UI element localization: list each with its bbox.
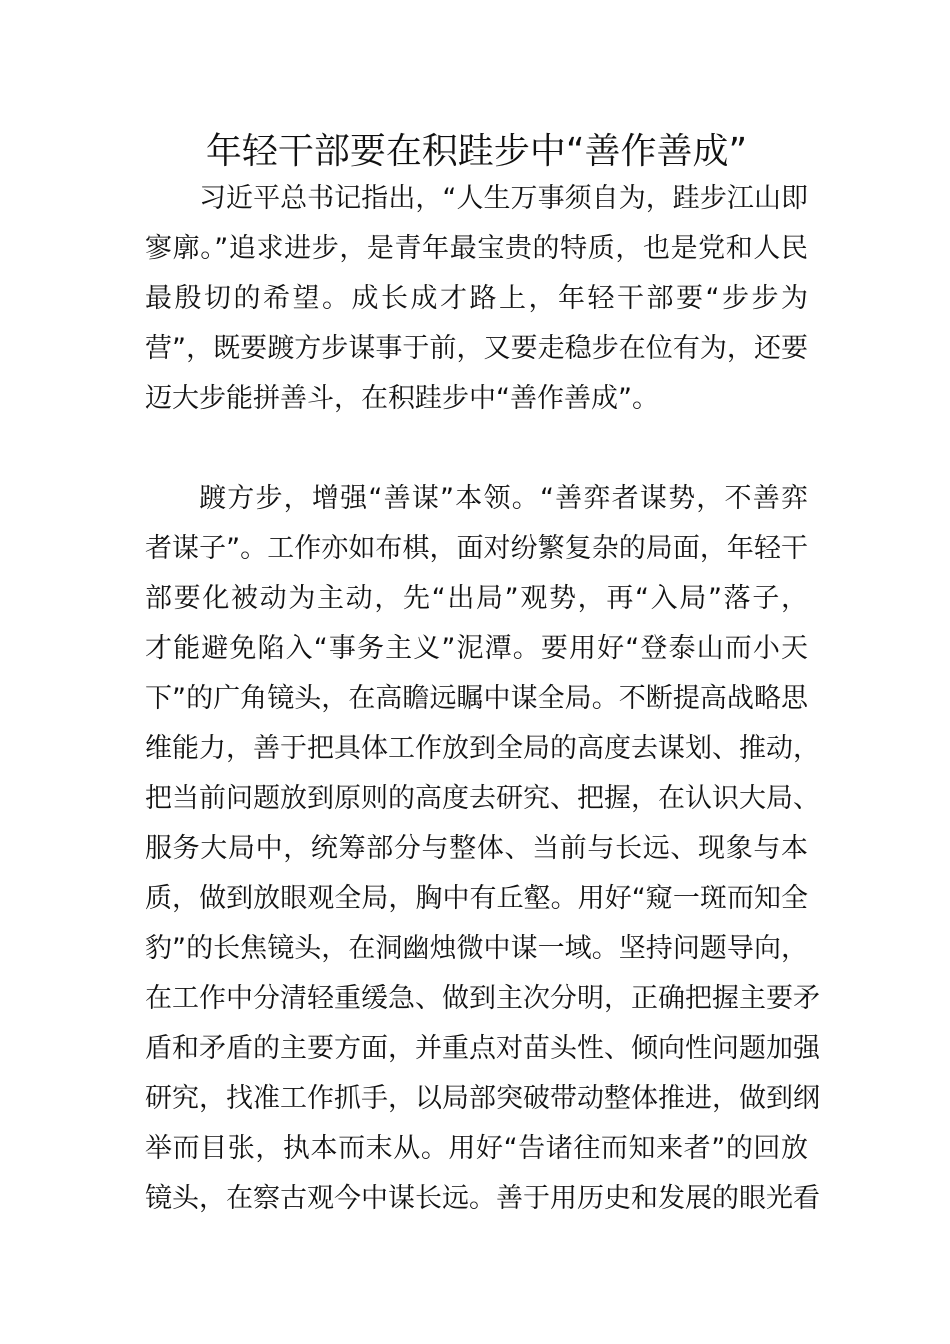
- paragraph-line: 豹”的长焦镜头，在洞幽烛微中谋一域。坚持问题导向，: [145, 933, 808, 964]
- paragraph-line: 迈大步能拼善斗，在积跬步中“善作善成”。: [145, 383, 659, 414]
- paragraph-line: 营”，既要踱方步谋事于前，又要走稳步在位有为，还要: [145, 333, 808, 364]
- paragraph-line: 才能避免陷入“事务主义”泥潭。要用好“登泰山而小天: [145, 633, 808, 664]
- paragraph-line: 服务大局中，统筹部分与整体、当前与长远、现象与本: [145, 833, 808, 864]
- paragraph-line: 研究，找准工作抓手，以局部突破带动整体推进，做到纲: [145, 1083, 820, 1114]
- paragraph-line: 质，做到放眼观全局，胸中有丘壑。用好“窥一斑而知全: [145, 883, 808, 914]
- paragraph-line: 盾和矛盾的主要方面，并重点对苗头性、倾向性问题加强: [145, 1033, 820, 1064]
- paragraph-line: 维能力，善于把具体工作放到全局的高度去谋划、推动，: [145, 733, 820, 764]
- paragraph-line: 部要化被动为主动，先“出局”观势，再“入局”落子，: [145, 583, 808, 614]
- paragraph-line: 镜头，在察古观今中谋长远。善于用历史和发展的眼光看: [145, 1183, 820, 1214]
- paragraph-line: 把当前问题放到原则的高度去研究、把握，在认识大局、: [145, 783, 820, 814]
- paragraph-line: 习近平总书记指出，“人生万事须自为，跬步江山即: [199, 183, 808, 214]
- paragraph-line: 在工作中分清轻重缓急、做到主次分明，正确把握主要矛: [145, 983, 820, 1014]
- paragraph-line: 者谋子”。工作亦如布棋，面对纷繁复杂的局面，年轻干: [145, 533, 808, 564]
- paragraph-line: 下”的广角镜头，在高瞻远瞩中谋全局。不断提高战略思: [145, 683, 808, 714]
- paragraph-line: 寥廓。”追求进步，是青年最宝贵的特质，也是党和人民: [145, 233, 808, 264]
- document-title: 年轻干部要在积跬步中“善作善成”: [205, 131, 748, 172]
- paragraph-line: 最殷切的希望。成长成才路上，年轻干部要“步步为: [145, 283, 808, 314]
- paragraph-line: 踱方步，增强“善谋”本领。“善弈者谋势，不善弈: [199, 483, 808, 514]
- paragraph-line: 举而目张，执本而末从。用好“告诸往而知来者”的回放: [145, 1133, 808, 1164]
